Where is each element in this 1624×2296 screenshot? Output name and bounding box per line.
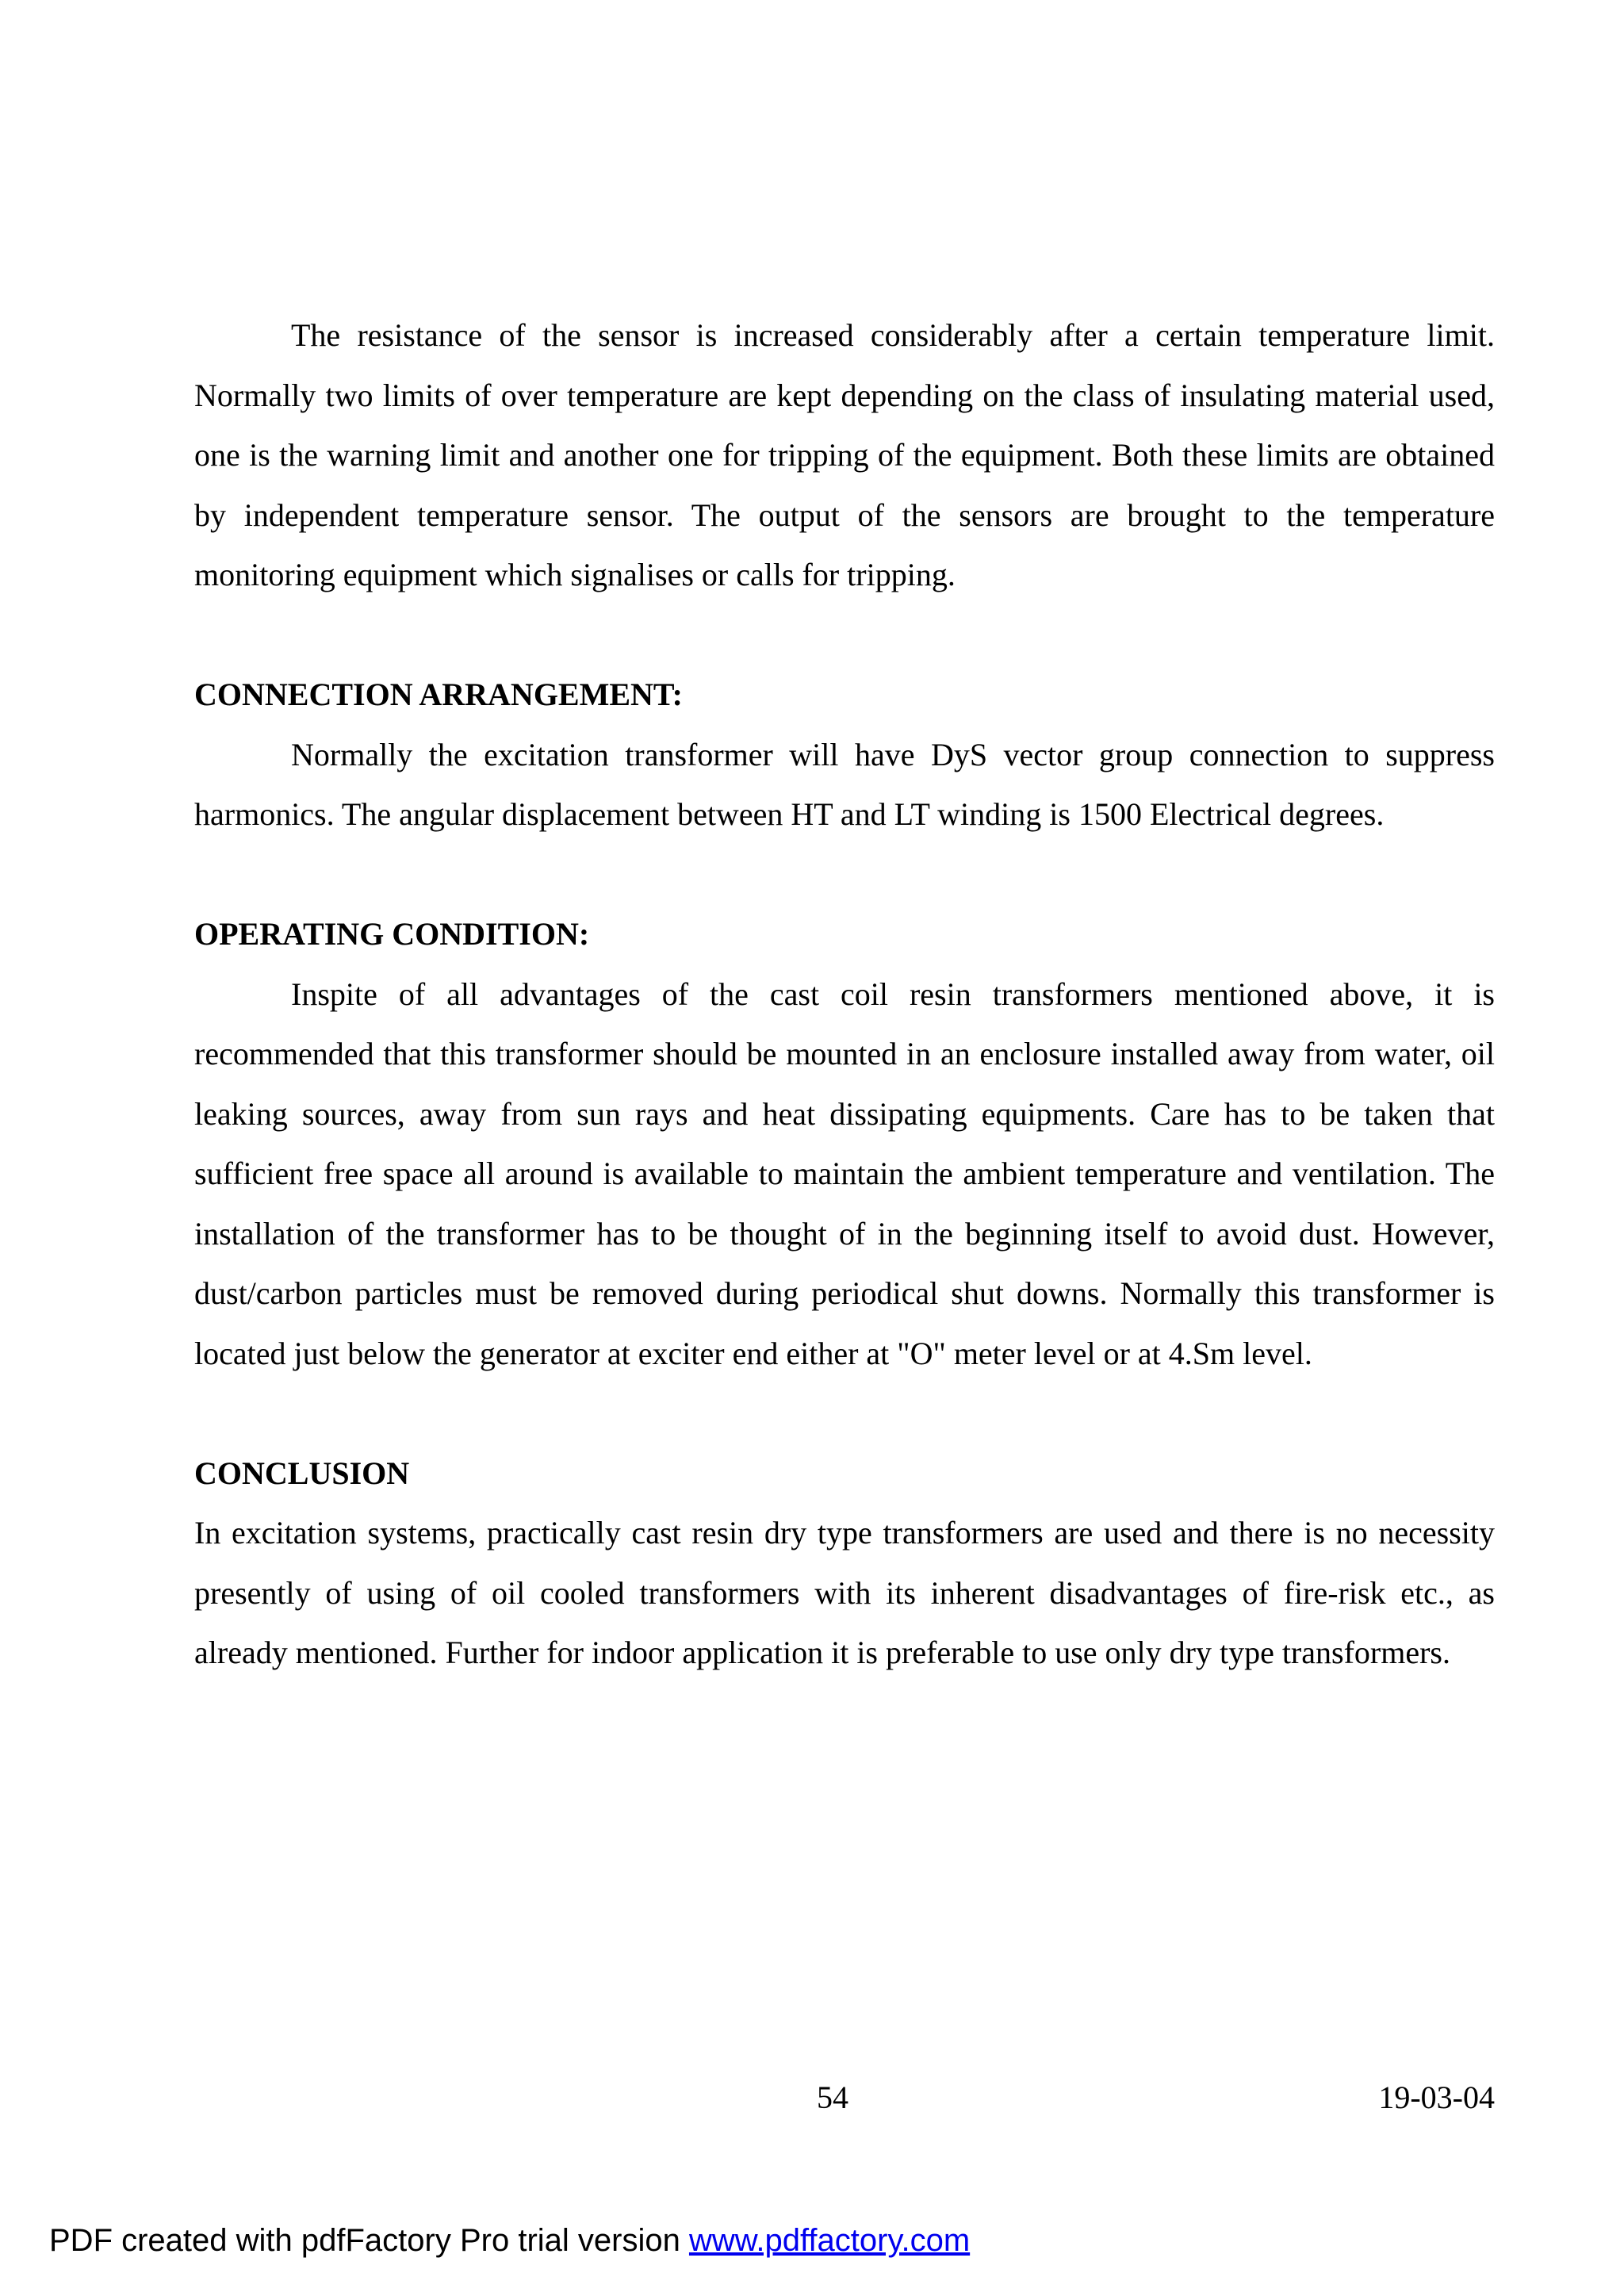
paragraph-conclusion: In excitation systems, practically cast resin dry type transformers are used and there is no necessity presently of using of oil cooled transformers with its inherent disadvantages of fire-risk etc., as already mentioned. Further for indoor application it is preferable to use only dry type transformers. — [194, 1515, 1495, 1670]
page-date: 19-03-04 — [1378, 2079, 1495, 2115]
heading-conclusion: CONCLUSION — [194, 1455, 410, 1491]
pdf-creator-footer — [49, 2221, 970, 2260]
paragraph-operating-condition: Inspite of all advantages of the cast coil resin transformers mentioned above, it is recommended that this transformer should be mounted in an enclosure installed away from water, oil leaking sources, away from sun rays and heat dissipating equipments. Care has to be taken that sufficient free space all around is available to maintain the ambient temperature and ventilation. The installation of the transformer has to be thought of in the beginning itself to avoid dust. However, dust/carbon particles must be removed during periodical shut downs. Normally this transformer is located just below the generator at exciter end either at "O" meter level or at 4.Sm level. — [194, 976, 1495, 1371]
paragraph-connection-arrangement: Normally the excitation transformer will have DyS vector group connection to suppress harmonics. The angular displacement between HT and LT winding is 1500 Electrical degrees. — [194, 736, 1495, 832]
heading-connection-arrangement: CONNECTION ARRANGEMENT: — [194, 677, 683, 712]
spacer — [194, 1383, 1495, 1443]
footer-link[interactable]: www.pdffactory.com — [688, 2223, 971, 2258]
spacer — [194, 845, 1495, 905]
footer-text: PDF created with pdfFactory Pro trial version — [49, 2223, 689, 2258]
page-number: 54 — [817, 2079, 848, 2115]
heading-operating-condition: OPERATING CONDITION: — [194, 916, 590, 952]
paragraph-temperature-sensor: The resistance of the sensor is increased considerably after a certain temperature limit. Normally two limits of over temperature are kept depending on the class of insulating material used, one is the warning limit and another one for tripping of the equipment. Both these limits are obtained by independent temperature sensor. The output of the sensors are brought to the temperature monitoring equipment which signalises or calls for tripping. — [194, 317, 1495, 592]
page-content — [194, 305, 1495, 1683]
spacer — [194, 605, 1495, 665]
